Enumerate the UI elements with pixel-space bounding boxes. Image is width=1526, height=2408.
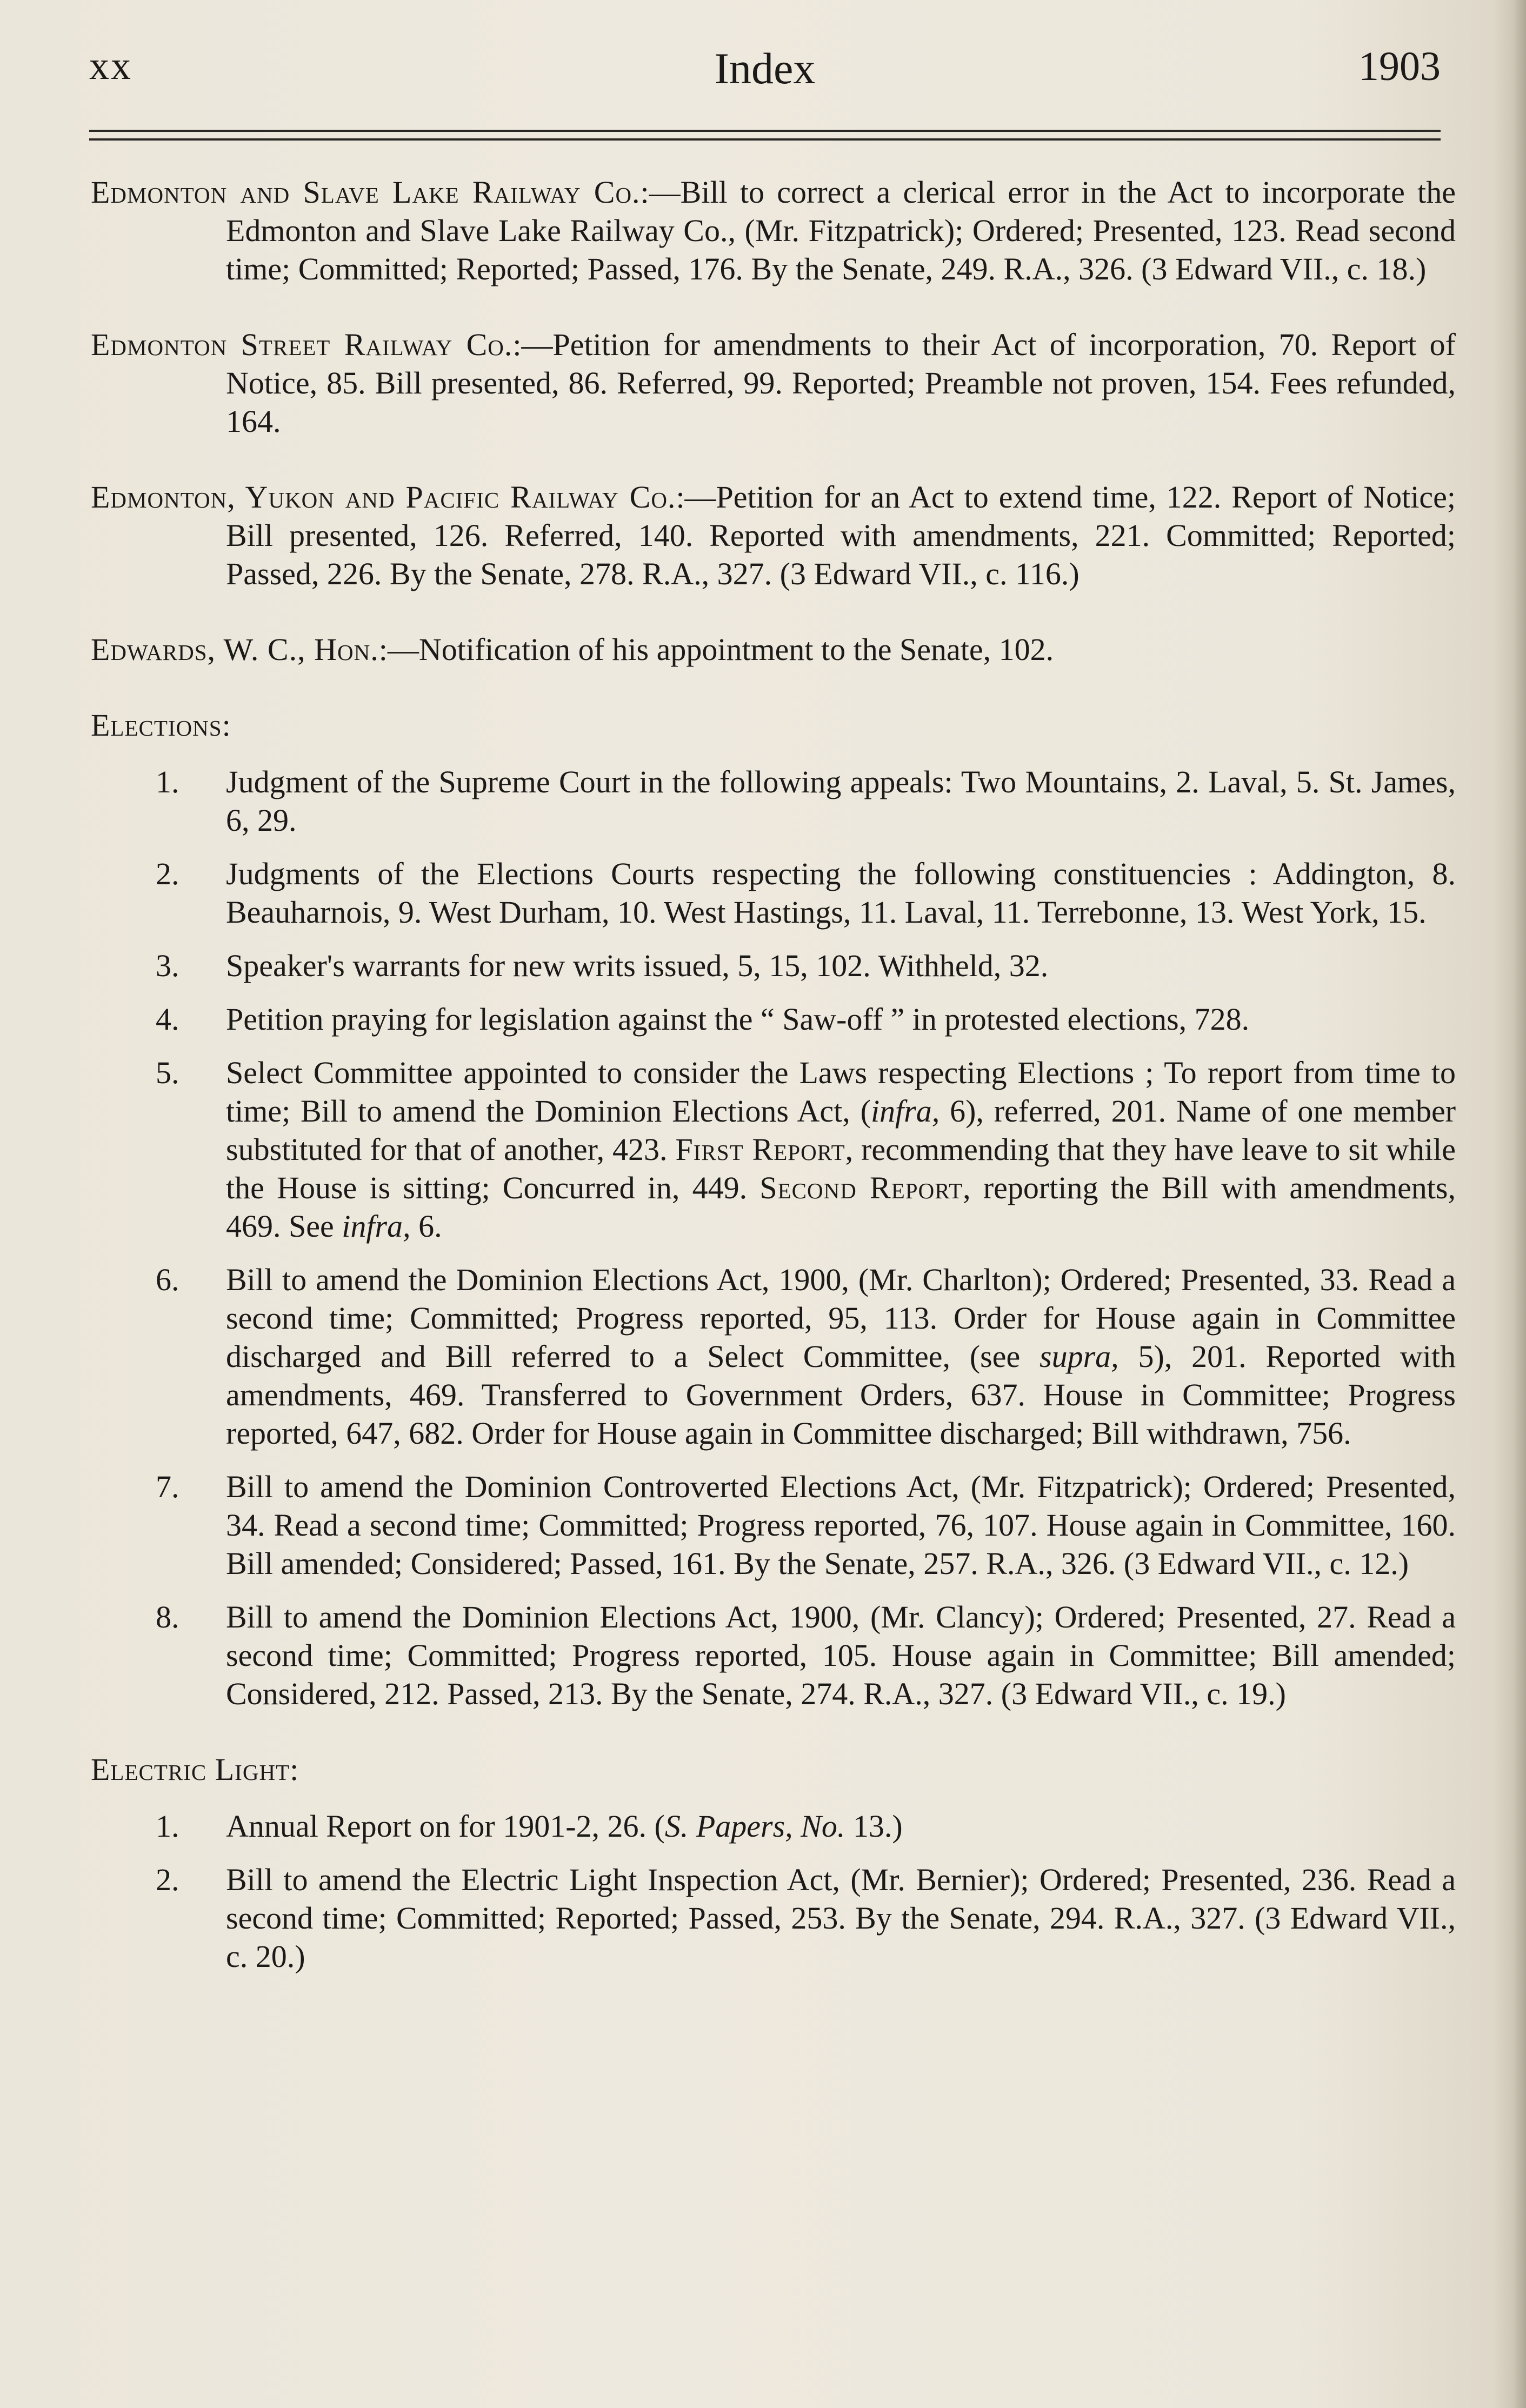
page-label: xx — [89, 44, 132, 88]
item-text: Judgments of the Elections Courts respecting the following constituencies : Addington, 8. Beauharnois, 9. West Durham, 10. West Hastings, 11. Laval, 11. Terrebonne, 13. West York, 15. — [226, 856, 1456, 930]
item-text: 6), referred, 201. Name of one member substituted for that of another, 423. — [226, 1093, 1456, 1167]
item-number: 1. — [156, 764, 179, 799]
item-text: Petition praying for legislation against the “ Saw-off ” in protested elections, 728. — [226, 1002, 1250, 1037]
item-italic: supra, — [1039, 1339, 1119, 1374]
item-text: Bill to amend the Dominion Elections Act, 1900, (Mr. Clancy); Ordered; Presented, 27. Read a second time; Committed; Progress reported, 105. House again in Committee; Bill amended; Considered, 212. Passed, 213. By the Senate, 274. R.A., 327. (3 Edward VII., c. 19.) — [226, 1599, 1456, 1711]
entry-name: Edmonton Street Railway Co. — [91, 327, 513, 362]
entry-text: :—Petition for amendments to their Act of incorporation, 70. Report of Notice, 85. Bill presented, 86. Referred, 99. Reported; Preamble not proven, 154. Fees refunded, 164. — [226, 327, 1456, 439]
item-number: 4. — [156, 1002, 179, 1037]
page-title: Index — [714, 44, 816, 93]
item-number: 7. — [156, 1469, 179, 1504]
entry-text: :—Petition for an Act to extend time, 122. Report of Notice; Bill presented, 126. Referred, 140. Reported with amendments, 221. Committed; Reported; Passed, 226. By the Senate, 278. R.A., 327. (3 Edward VII., c. 116.) — [226, 479, 1456, 591]
item-italic: infra, — [870, 1093, 940, 1129]
list-item — [91, 946, 1456, 985]
electric-light-list — [91, 1807, 1456, 1976]
list-item — [91, 763, 1456, 839]
item-text: Annual Report on for 1901-2, 26. ( — [226, 1809, 665, 1844]
list-item — [91, 1260, 1456, 1452]
item-number: 3. — [156, 948, 179, 983]
list-item — [91, 1598, 1456, 1713]
header-rule-bottom — [89, 138, 1441, 141]
item-italic: infra, — [342, 1209, 411, 1244]
item-small-caps: First Report — [675, 1132, 845, 1167]
item-text: Speaker's warrants for new writs issued, 5, 15, 102. Withheld, 32. — [226, 948, 1049, 983]
item-text: Select Committee appointed to consider the Laws respecting Elections ; To report from time to time; Bill to amend the Dominion Elections Act, ( — [226, 1055, 1456, 1129]
section-heading-electric-light — [91, 1750, 1456, 1789]
list-item — [91, 1053, 1456, 1245]
index-content — [91, 173, 1456, 2013]
item-text: 6. — [410, 1209, 442, 1244]
entry-text: :—Bill to correct a clerical error in the Act to incorporate the Edmonton and Slave Lake Railway Co., (Mr. Fitzpatrick); Ordered; Presented, 123. Read second time; Committed; Reported; Passed, 176. By the Senate, 249. R.A., 326. (3 Edward VII., c. 18.) — [226, 175, 1456, 286]
entry-text: :—Notification of his appointment to the Senate, 102. — [378, 632, 1054, 667]
list-item — [91, 855, 1456, 931]
index-entry — [91, 325, 1456, 441]
page-year: 1903 — [1358, 44, 1441, 89]
index-entry — [91, 173, 1456, 288]
item-number: 5. — [156, 1055, 179, 1090]
item-text: Bill to amend the Dominion Elections Act, 1900, (Mr. Charlton); Ordered; Presented, 33. Read a second time; Committed; Progress reported, 95, 113. Order for House again in Committee discharged and Bill referred to a Select Committee, (see — [226, 1262, 1456, 1374]
item-number: 1. — [156, 1809, 179, 1844]
item-small-caps: Second Report — [759, 1170, 963, 1205]
section-heading-elections — [91, 706, 1456, 744]
item-number: 2. — [156, 1862, 179, 1897]
entry-name: Edmonton, Yukon and Pacific Railway Co. — [91, 479, 676, 515]
section-heading-colon: : — [222, 708, 231, 743]
item-text: , reporting the Bill with amendments, 469. See — [226, 1170, 1456, 1244]
entry-name: Edwards, W. C., Hon. — [91, 632, 379, 667]
list-item — [91, 1000, 1456, 1038]
item-italic: S. Papers, No. — [664, 1809, 845, 1844]
item-number: 6. — [156, 1262, 179, 1297]
item-text: Bill to amend the Dominion Controverted Elections Act, (Mr. Fitzpatrick); Ordered; Presented, 34. Read a second time; Committed; Progress reported, 76, 107. House again in Committee, 160. Bill amended; Considered; Passed, 161. By the Senate, 257. R.A., 326. (3 Edward VII., c. 12.) — [226, 1469, 1456, 1581]
section-heading-label: Electric Light — [91, 1752, 290, 1787]
list-item — [91, 1807, 1456, 1845]
item-text: 13.) — [845, 1809, 903, 1844]
item-text: 5), 201. Reported with amendments, 469. Transferred to Government Orders, 637. House in Committee; Progress reported, 647, 682. Order for House again in Committee discharged; Bill withdrawn, 756. — [226, 1339, 1456, 1451]
item-text: Bill to amend the Electric Light Inspection Act, (Mr. Bernier); Ordered; Presented, 236. Read a second time; Committed; Reported; Passed, 253. By the Senate, 294. R.A., 327. (3 Edward VII., c. 20.) — [226, 1862, 1456, 1974]
entry-name: Edmonton and Slave Lake Railway Co. — [91, 175, 641, 210]
running-header — [89, 43, 1441, 97]
item-text: , recommending that they have leave to sit while the House is sitting; Concurred in, 449. — [226, 1132, 1456, 1205]
item-text: Judgment of the Supreme Court in the following appeals: Two Mountains, 2. Laval, 5. St. James, 6, 29. — [226, 764, 1456, 838]
header-rule-top — [89, 130, 1441, 132]
list-item — [91, 1860, 1456, 1976]
section-heading-label: Elections — [91, 708, 222, 743]
section-heading-colon: : — [290, 1752, 299, 1787]
page-edge-shadow — [1494, 0, 1526, 2408]
item-number: 8. — [156, 1599, 179, 1635]
elections-list — [91, 763, 1456, 1713]
index-entry — [91, 630, 1456, 669]
item-number: 2. — [156, 856, 179, 891]
list-item — [91, 1468, 1456, 1583]
index-entry — [91, 478, 1456, 593]
